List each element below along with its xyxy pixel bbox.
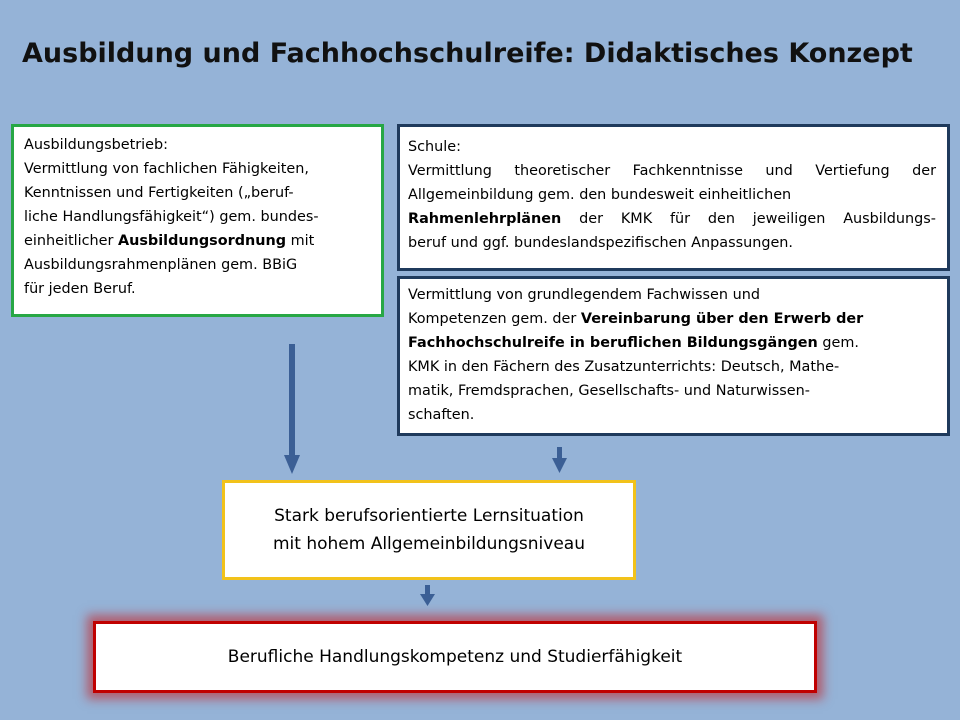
schule-text: der KMK für den jeweiligen Ausbildungs-: [579, 211, 936, 227]
betrieb-line: für jeden Beruf.: [24, 281, 136, 297]
betrieb-text: einheitlicher: [24, 233, 114, 249]
betrieb-text: mit: [290, 233, 315, 249]
schule-line: [408, 207, 936, 231]
fhr-bold-term: Fachhochschulreife in beruflichen Bildungsgängen: [408, 335, 818, 351]
betrieb-line: Ausbildungsrahmenplänen gem. BBiG: [24, 257, 298, 273]
fachhochschulreife-box: [397, 276, 950, 436]
arrow-betrieb-to-lernsituation: [284, 344, 300, 474]
ausbildungsbetrieb-box: [11, 124, 384, 317]
betrieb-line: Vermittlung von fachlichen Fähigkeiten,: [24, 161, 309, 177]
slide-title: Ausbildung und Fachhochschulreife: Didaktisches Konzept: [22, 38, 913, 69]
fhr-text: gem.: [822, 335, 859, 351]
betrieb-line: Ausbildungsbetrieb:: [24, 137, 168, 153]
fhr-line: KMK in den Fächern des Zusatzunterrichts: Deutsch, Mathe-: [408, 359, 840, 375]
betrieb-line: liche Handlungsfähigkeit“) gem. bundes-: [24, 209, 319, 225]
kompetenz-label: Berufliche Handlungskompetenz und Studierfähigkeit: [227, 647, 683, 667]
lernsituation-line: mit hohem Allgemeinbildungsniveau: [272, 534, 585, 554]
lernsituation-box: [222, 480, 636, 580]
fhr-text: Kompetenzen gem. der: [408, 311, 577, 327]
lernsituation-line: Stark berufsorientierte Lernsituation: [274, 506, 584, 526]
fhr-line: [408, 331, 947, 355]
kompetenz-box: [93, 621, 817, 693]
schule-line: beruf und ggf. bundeslandspezifischen Anpassungen.: [408, 235, 794, 251]
betrieb-bold-term: Ausbildungsordnung: [117, 233, 287, 249]
schule-line: Schule:: [408, 139, 461, 155]
fhr-line: Vermittlung von grundlegendem Fachwissen und: [408, 287, 760, 303]
schule-line: Vermittlung theoretischer Fachkenntnisse und Vertiefung der: [408, 163, 936, 179]
schule-box: [397, 124, 950, 271]
fhr-bold-term: Vereinbarung über den Erwerb der: [580, 311, 864, 327]
betrieb-line: [24, 229, 381, 253]
arrow-fhr-to-lernsituation: [552, 447, 567, 473]
betrieb-line: Kenntnissen und Fertigkeiten („beruf-: [24, 185, 294, 201]
fhr-line: schaften.: [408, 407, 475, 423]
schule-bold-term: Rahmenlehrplänen: [408, 211, 562, 227]
fhr-line: matik, Fremdsprachen, Gesellschafts- und Naturwissen-: [408, 383, 810, 399]
arrow-lernsituation-to-kompetenz: [420, 585, 435, 606]
schule-line: Allgemeinbildung gem. den bundesweit einheitlichen: [408, 187, 792, 203]
fhr-line: [408, 307, 947, 331]
